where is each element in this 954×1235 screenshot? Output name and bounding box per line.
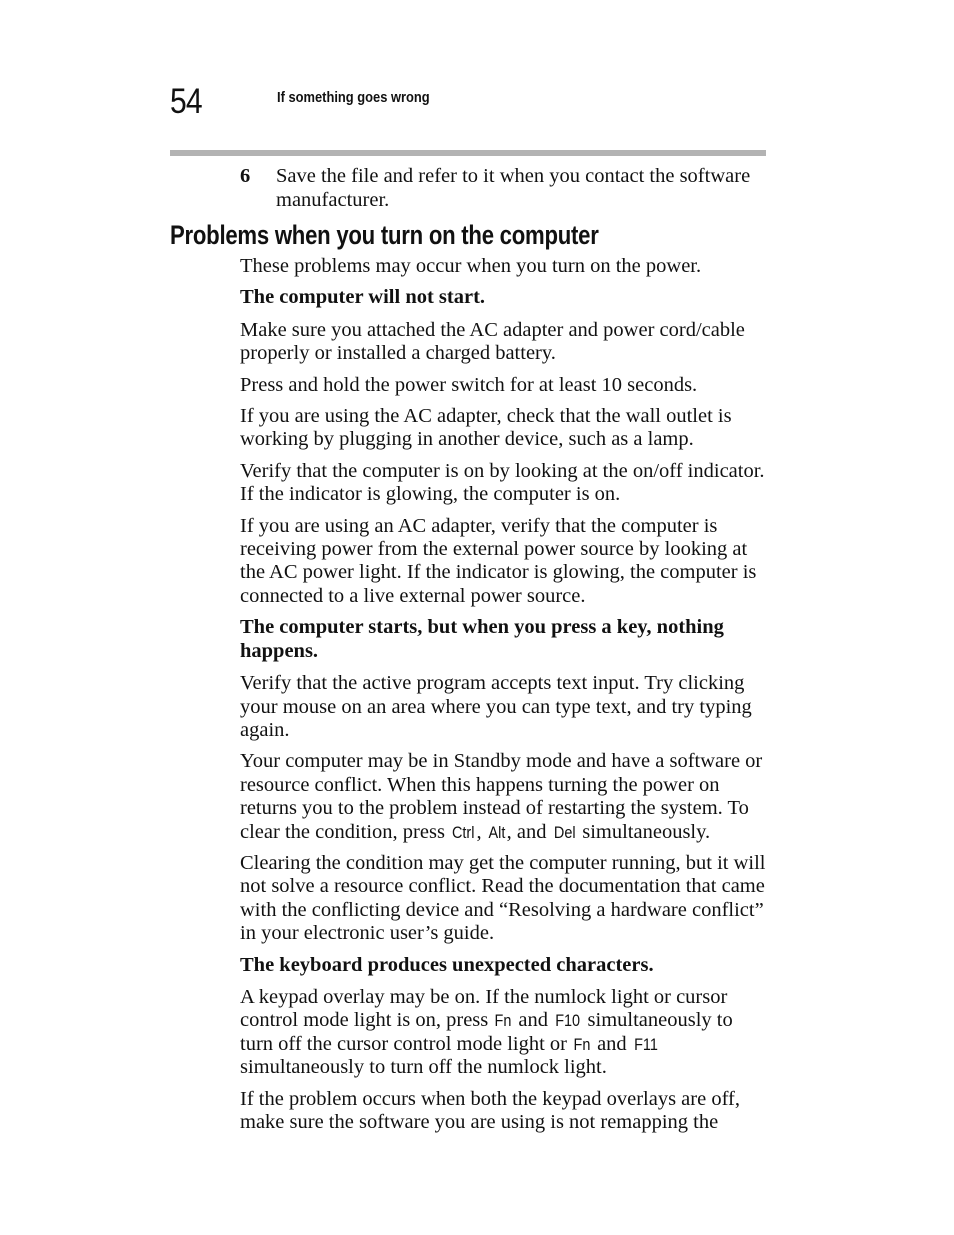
paragraph: Press and hold the power switch for at least 10 seconds. bbox=[240, 373, 698, 396]
paragraph: If you are using an AC adapter, verify that the computer is receiving power from the external power source by looking at the AC power light. If the indicator is glowing, the computer is connected to a live external power source. bbox=[240, 514, 757, 607]
problem-heading: The computer starts, but when you press a key, nothing happens. bbox=[240, 616, 724, 662]
key-name: Alt bbox=[488, 822, 506, 842]
text-run: simultaneously. bbox=[577, 820, 711, 843]
text-run: Your computer may be in Standby mode and have a software or resource conflict. When this happens turning the power on returns you to the problem instead of restarting the system. To clear the condition, press bbox=[240, 750, 763, 843]
step-item bbox=[240, 165, 766, 212]
paragraph: Verify that the computer is on by looking at the on/off indicator. If the indicator is glowing, the computer is on. bbox=[240, 459, 765, 506]
text-run: and bbox=[591, 1032, 632, 1055]
key-name: Fn bbox=[494, 1011, 512, 1031]
paragraph bbox=[240, 986, 766, 1080]
key-name: F10 bbox=[555, 1011, 581, 1031]
text-run: simultaneously to turn off the cursor control mode light or bbox=[240, 1009, 733, 1055]
paragraph: Clearing the condition may get the computer running, but it will not solve a resource conflict. Read the documentation that came with the conflicting device and “Resolving a hardware conflict” in your electronic user’s guide. bbox=[240, 851, 766, 945]
step-text: Save the file and refer to it when you contact the software manufacturer. bbox=[276, 165, 751, 211]
paragraph: If you are using the AC adapter, check that the wall outlet is working by plugging in another device, such as a lamp. bbox=[240, 405, 732, 451]
problem-heading: The keyboard produces unexpected characters. bbox=[240, 953, 654, 976]
header-rule bbox=[170, 150, 766, 156]
section-title: Problems when you turn on the computer bbox=[170, 220, 599, 250]
key-name: Fn bbox=[573, 1034, 591, 1054]
paragraph: If the problem occurs when both the keypad overlays are off, make sure the software you are using is not remapping the bbox=[240, 1087, 740, 1133]
text-run: and bbox=[513, 1009, 554, 1032]
paragraph bbox=[240, 750, 766, 844]
problem-heading: The computer will not start. bbox=[240, 286, 486, 309]
paragraph: Make sure you attached the AC adapter and power cord/cable properly or installed a charged battery. bbox=[240, 318, 745, 365]
running-head: If something goes wrong bbox=[277, 89, 430, 106]
step-number: 6 bbox=[240, 165, 251, 187]
page-number: 54 bbox=[170, 82, 202, 121]
text-run: , bbox=[476, 820, 487, 843]
key-name: Del bbox=[553, 822, 576, 842]
body-text bbox=[240, 255, 766, 1142]
intro-paragraph: These problems may occur when you turn on the power. bbox=[240, 255, 702, 277]
key-name: F11 bbox=[633, 1034, 658, 1054]
key-name: Ctrl bbox=[452, 822, 475, 842]
paragraph: Verify that the active program accepts text input. Try clicking your mouse on an area where you can type text, and try typing again. bbox=[240, 672, 752, 741]
text-run: simultaneously to turn off the numlock light. bbox=[240, 1056, 607, 1079]
text-run: A keypad overlay may be on. If the numlock light or cursor control mode light is on, press bbox=[240, 985, 728, 1032]
text-run: , and bbox=[506, 820, 552, 843]
